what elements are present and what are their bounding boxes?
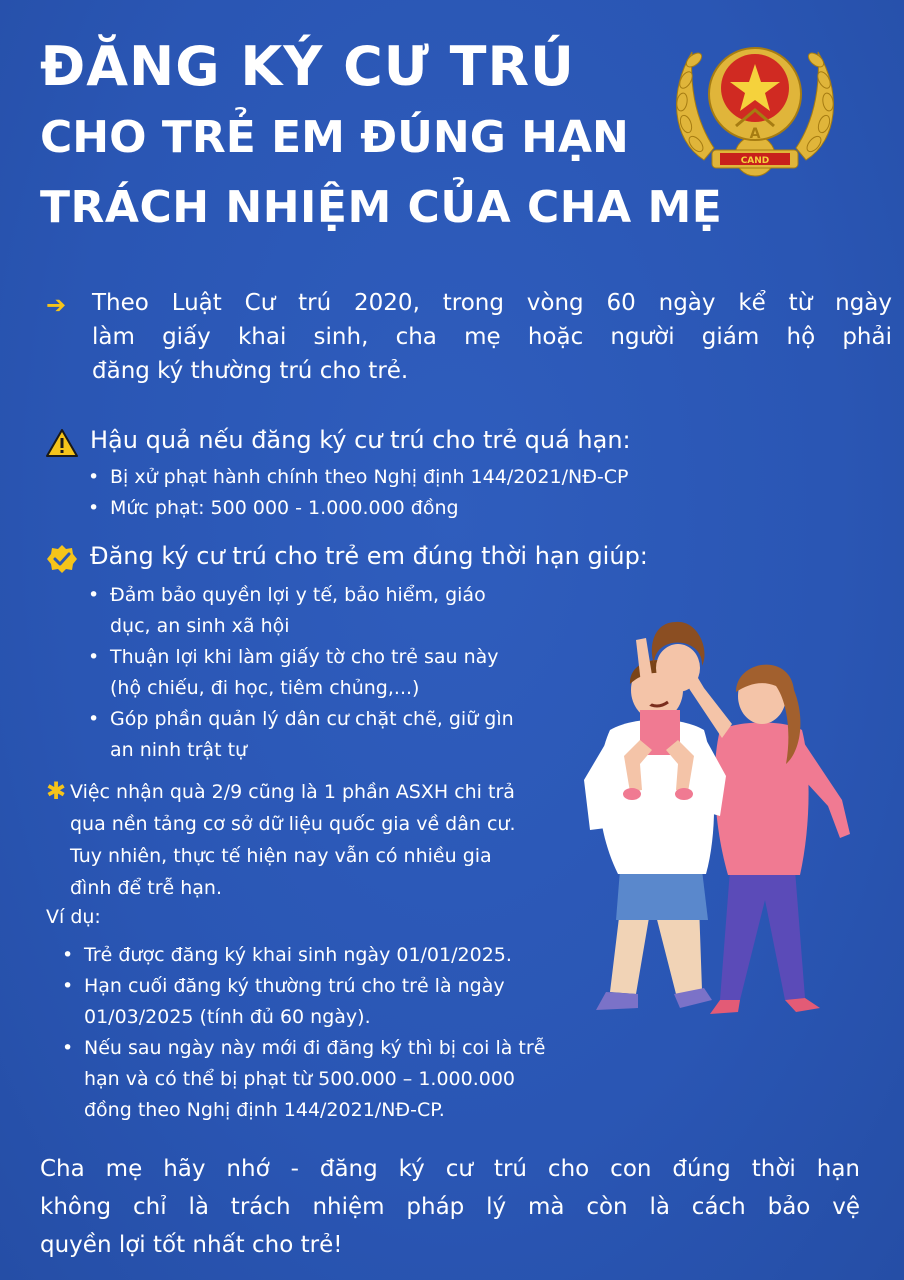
intro-line: làm giấy khai sinh, cha mẹ hoặc người giám hộ phải — [92, 324, 892, 350]
closing-paragraph — [40, 1150, 860, 1264]
list-item: • Hạn cuối đăng ký thường trú cho trẻ là ngày 01/03/2025 (tính đủ 60 ngày). — [60, 971, 545, 1033]
list-item: • Mức phạt: 500 000 - 1.000.000 đồng — [86, 493, 629, 524]
note-line: qua nền tảng cơ sở dữ liệu quốc gia về dân cư. — [70, 813, 516, 835]
arrow-right-icon: ➔ — [46, 291, 67, 319]
benefits-list — [86, 580, 514, 766]
note-line: Việc nhận quà 2/9 cũng là 1 phần ASXH chi trả — [70, 781, 515, 803]
note-line: Tuy nhiên, thực tế hiện nay vẫn có nhiều gia — [70, 845, 492, 867]
title-line-2: CHO TRẺ EM ĐÚNG HẠN — [40, 112, 629, 163]
closing-line: Cha mẹ hãy nhớ - đăng ký cư trú cho con đúng thời hạn — [40, 1156, 860, 1182]
consequences-list — [86, 462, 629, 524]
page-title — [40, 35, 723, 233]
closing-line: không chỉ là trách nhiệm pháp lý mà còn là cách bảo vệ — [40, 1194, 860, 1220]
check-badge-icon — [46, 544, 78, 574]
list-item: • Trẻ được đăng ký khai sinh ngày 01/01/2025. — [60, 940, 545, 971]
asterisk-icon: ✱ — [46, 777, 67, 805]
list-item: • Thuận lợi khi làm giấy tờ cho trẻ sau này (hộ chiếu, đi học, tiêm chủng,...) — [86, 642, 514, 704]
consequences-heading-text: Hậu quả nếu đăng ký cư trú cho trẻ quá hạn: — [90, 426, 631, 454]
list-item: • Đảm bảo quyền lợi y tế, bảo hiểm, giáo dục, an sinh xã hội — [86, 580, 514, 642]
intro-line: Theo Luật Cư trú 2020, trong vòng 60 ngày kể từ ngày — [92, 290, 892, 316]
list-item: • Nếu sau ngày này mới đi đăng ký thì bị coi là trễ hạn và có thể bị phạt từ 500.000 – 1.000.000 đồng theo Nghị định 144/2021/NĐ-CP. — [60, 1033, 545, 1126]
list-item: • Bị xử phạt hành chính theo Nghị định 144/2021/NĐ-CP — [86, 462, 629, 493]
title-line-1: ĐĂNG KÝ CƯ TRÚ — [40, 35, 575, 98]
svg-text:A: A — [749, 126, 761, 142]
warning-icon — [46, 428, 78, 458]
intro-line: đăng ký thường trú cho trẻ. — [92, 358, 409, 384]
police-emblem-logo — [664, 22, 846, 180]
family-illustration — [580, 580, 870, 1040]
closing-line: quyền lợi tốt nhất cho trẻ! — [40, 1232, 343, 1258]
title-line-3: TRÁCH NHIỆM CỦA CHA MẸ — [40, 182, 723, 233]
list-item: • Góp phần quản lý dân cư chặt chẽ, giữ gìn an ninh trật tự — [86, 704, 514, 766]
example-list — [60, 940, 545, 1126]
example-label: Ví dụ: — [46, 906, 101, 928]
svg-text:CAND: CAND — [740, 156, 770, 166]
note-line: đình để trễ hạn. — [70, 877, 223, 899]
benefits-heading-text: Đăng ký cư trú cho trẻ em đúng thời hạn giúp: — [90, 542, 648, 570]
